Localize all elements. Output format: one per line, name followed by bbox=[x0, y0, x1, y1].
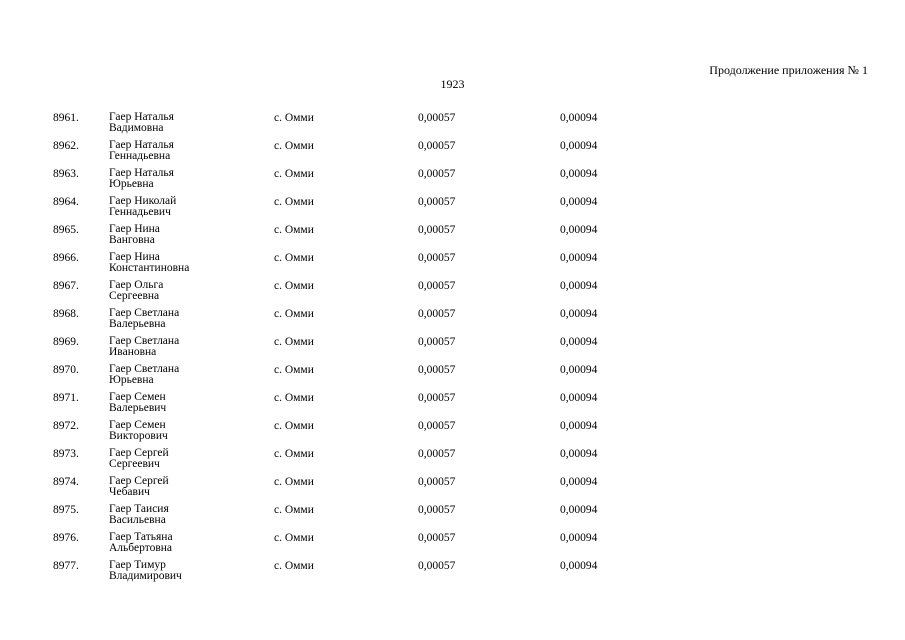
value-1: 0,00057 bbox=[418, 476, 456, 488]
locality: с. Омми bbox=[274, 140, 314, 152]
name-line-2: Викторович bbox=[109, 430, 168, 442]
row-number: 8966. bbox=[53, 252, 79, 264]
table-row bbox=[0, 560, 905, 588]
value-2: 0,00094 bbox=[560, 364, 598, 376]
row-number: 8969. bbox=[53, 336, 79, 348]
locality: с. Омми bbox=[274, 196, 314, 208]
value-2: 0,00094 bbox=[560, 308, 598, 320]
name-line-2: Юрьевна bbox=[109, 178, 154, 190]
name-line-1: Гаер Наталья bbox=[109, 111, 174, 123]
value-2: 0,00094 bbox=[560, 420, 598, 432]
value-2: 0,00094 bbox=[560, 532, 598, 544]
locality: с. Омми bbox=[274, 504, 314, 516]
value-2: 0,00094 bbox=[560, 168, 598, 180]
table-row bbox=[0, 280, 905, 308]
name-line-2: Геннадьевич bbox=[109, 206, 171, 218]
name-line-1: Гаер Татьяна bbox=[109, 531, 173, 543]
name-line-1: Гаер Таисия bbox=[109, 503, 169, 515]
value-2: 0,00094 bbox=[560, 504, 598, 516]
name-line-2: Чебавич bbox=[109, 486, 150, 498]
person-name bbox=[109, 280, 163, 302]
name-line-2: Ивановна bbox=[109, 346, 157, 358]
person-name bbox=[109, 504, 169, 526]
table-row bbox=[0, 168, 905, 196]
name-line-1: Гаер Светлана bbox=[109, 363, 180, 375]
value-1: 0,00057 bbox=[418, 196, 456, 208]
name-line-1: Гаер Семен bbox=[109, 391, 166, 403]
person-name bbox=[109, 448, 169, 470]
value-1: 0,00057 bbox=[418, 280, 456, 292]
table-row bbox=[0, 224, 905, 252]
appendix-continuation-label: Продолжение приложения № 1 bbox=[709, 63, 868, 77]
person-name bbox=[109, 420, 168, 442]
row-number: 8963. bbox=[53, 168, 79, 180]
table-row bbox=[0, 504, 905, 532]
person-name bbox=[109, 168, 174, 190]
person-name bbox=[109, 224, 160, 246]
value-2: 0,00094 bbox=[560, 224, 598, 236]
table-row bbox=[0, 476, 905, 504]
registry-table bbox=[0, 112, 905, 588]
name-line-2: Вадимовна bbox=[109, 122, 164, 134]
name-line-1: Гаер Светлана bbox=[109, 307, 180, 319]
name-line-1: Гаер Светлана bbox=[109, 335, 180, 347]
locality: с. Омми bbox=[274, 448, 314, 460]
name-line-2: Альбертовна bbox=[109, 542, 173, 554]
locality: с. Омми bbox=[274, 560, 314, 572]
name-line-2: Юрьевна bbox=[109, 374, 154, 386]
value-2: 0,00094 bbox=[560, 448, 598, 460]
name-line-2: Васильевна bbox=[109, 514, 166, 526]
person-name bbox=[109, 336, 179, 358]
locality: с. Омми bbox=[274, 168, 314, 180]
name-line-1: Гаер Семен bbox=[109, 419, 166, 431]
locality: с. Омми bbox=[274, 420, 314, 432]
row-number: 8974. bbox=[53, 476, 79, 488]
row-number: 8972. bbox=[53, 420, 79, 432]
person-name bbox=[109, 364, 179, 386]
locality: с. Омми bbox=[274, 336, 314, 348]
table-row bbox=[0, 336, 905, 364]
locality: с. Омми bbox=[274, 476, 314, 488]
name-line-1: Гаер Ольга bbox=[109, 279, 164, 291]
name-line-1: Гаер Тимур bbox=[109, 559, 166, 571]
value-2: 0,00094 bbox=[560, 196, 598, 208]
page-number: 1923 bbox=[440, 77, 465, 91]
locality: с. Омми bbox=[274, 532, 314, 544]
name-line-2: Геннадьевна bbox=[109, 150, 171, 162]
name-line-1: Гаер Наталья bbox=[109, 167, 174, 179]
value-1: 0,00057 bbox=[418, 504, 456, 516]
value-1: 0,00057 bbox=[418, 308, 456, 320]
row-number: 8961. bbox=[53, 112, 79, 124]
value-1: 0,00057 bbox=[418, 532, 456, 544]
name-line-2: Валерьевна bbox=[109, 318, 166, 330]
value-1: 0,00057 bbox=[418, 560, 456, 572]
name-line-1: Гаер Нина bbox=[109, 251, 160, 263]
locality: с. Омми bbox=[274, 308, 314, 320]
row-number: 8970. bbox=[53, 364, 79, 376]
locality: с. Омми bbox=[274, 280, 314, 292]
table-row bbox=[0, 420, 905, 448]
name-line-1: Гаер Сергей bbox=[109, 447, 169, 459]
name-line-2: Константиновна bbox=[109, 262, 190, 274]
row-number: 8973. bbox=[53, 448, 79, 460]
name-line-2: Валерьевич bbox=[109, 402, 167, 414]
table-row bbox=[0, 392, 905, 420]
locality: с. Омми bbox=[274, 224, 314, 236]
value-2: 0,00094 bbox=[560, 112, 598, 124]
table-row bbox=[0, 308, 905, 336]
value-2: 0,00094 bbox=[560, 560, 598, 572]
value-1: 0,00057 bbox=[418, 392, 456, 404]
name-line-2: Ванговна bbox=[109, 234, 155, 246]
name-line-1: Гаер Наталья bbox=[109, 139, 174, 151]
name-line-2: Сергеевич bbox=[109, 458, 160, 470]
row-number: 8965. bbox=[53, 224, 79, 236]
value-2: 0,00094 bbox=[560, 252, 598, 264]
row-number: 8971. bbox=[53, 392, 79, 404]
person-name bbox=[109, 112, 174, 134]
table-row bbox=[0, 112, 905, 140]
name-line-1: Гаер Николай bbox=[109, 195, 177, 207]
person-name bbox=[109, 196, 176, 218]
row-number: 8977. bbox=[53, 560, 79, 572]
locality: с. Омми bbox=[274, 392, 314, 404]
name-line-2: Сергеевна bbox=[109, 290, 160, 302]
locality: с. Омми bbox=[274, 252, 314, 264]
value-2: 0,00094 bbox=[560, 476, 598, 488]
row-number: 8975. bbox=[53, 504, 79, 516]
row-number: 8962. bbox=[53, 140, 79, 152]
person-name bbox=[109, 560, 182, 582]
value-1: 0,00057 bbox=[418, 140, 456, 152]
table-row bbox=[0, 252, 905, 280]
value-2: 0,00094 bbox=[560, 280, 598, 292]
value-1: 0,00057 bbox=[418, 224, 456, 236]
locality: с. Омми bbox=[274, 112, 314, 124]
person-name bbox=[109, 392, 166, 414]
name-line-1: Гаер Сергей bbox=[109, 475, 169, 487]
value-1: 0,00057 bbox=[418, 112, 456, 124]
row-number: 8967. bbox=[53, 280, 79, 292]
person-name bbox=[109, 308, 179, 330]
person-name bbox=[109, 532, 173, 554]
value-2: 0,00094 bbox=[560, 392, 598, 404]
value-1: 0,00057 bbox=[418, 252, 456, 264]
person-name bbox=[109, 140, 174, 162]
row-number: 8964. bbox=[53, 196, 79, 208]
table-row bbox=[0, 196, 905, 224]
value-1: 0,00057 bbox=[418, 336, 456, 348]
row-number: 8976. bbox=[53, 532, 79, 544]
value-1: 0,00057 bbox=[418, 448, 456, 460]
value-1: 0,00057 bbox=[418, 420, 456, 432]
value-1: 0,00057 bbox=[418, 364, 456, 376]
value-2: 0,00094 bbox=[560, 336, 598, 348]
name-line-1: Гаер Нина bbox=[109, 223, 160, 235]
table-row bbox=[0, 364, 905, 392]
value-1: 0,00057 bbox=[418, 168, 456, 180]
locality: с. Омми bbox=[274, 364, 314, 376]
value-2: 0,00094 bbox=[560, 140, 598, 152]
row-number: 8968. bbox=[53, 308, 79, 320]
table-row bbox=[0, 448, 905, 476]
table-row bbox=[0, 532, 905, 560]
name-line-2: Владимирович bbox=[109, 570, 182, 582]
person-name bbox=[109, 252, 189, 274]
person-name bbox=[109, 476, 169, 498]
table-row bbox=[0, 140, 905, 168]
